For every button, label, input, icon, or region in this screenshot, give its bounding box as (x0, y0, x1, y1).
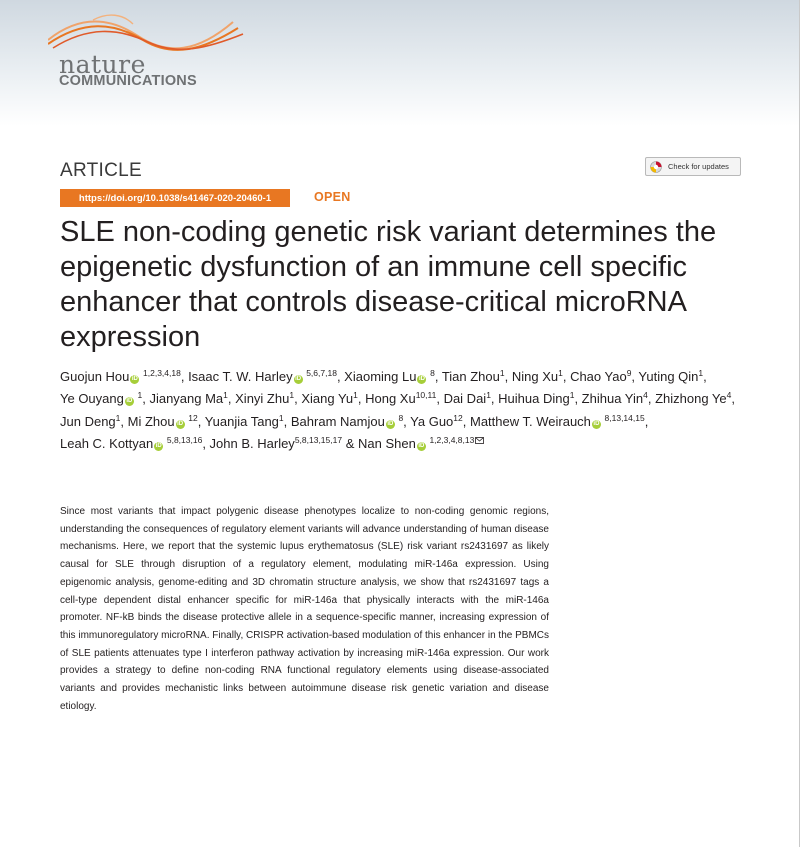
author-affiliations: 10,11 (415, 390, 437, 401)
author[interactable] (512, 369, 563, 384)
author[interactable] (444, 391, 491, 406)
author[interactable] (60, 391, 142, 406)
author-affiliations: 1 (289, 390, 295, 401)
author-affiliations: 1,2,3,4,18 (143, 368, 181, 378)
orcid-icon[interactable] (386, 420, 395, 429)
email-icon[interactable] (475, 437, 484, 444)
author-affiliations: 1 (223, 390, 228, 401)
author-affiliations: 1 (499, 368, 505, 378)
author-affiliations: 1 (115, 412, 121, 423)
author[interactable] (205, 414, 284, 429)
author-affiliations: 5,8,13,16 (166, 434, 203, 445)
author[interactable] (60, 436, 202, 451)
author[interactable] (301, 391, 358, 406)
author-affiliations: 4 (726, 390, 732, 401)
author-affiliations: 1 (353, 390, 358, 401)
author[interactable] (188, 369, 337, 384)
author[interactable] (149, 391, 227, 406)
orcid-icon[interactable] (154, 442, 163, 451)
check-for-updates-label: Check for updates (668, 162, 729, 171)
orcid-icon[interactable] (417, 375, 426, 384)
author[interactable] (358, 436, 484, 451)
author-name: John B. Harley (209, 435, 295, 451)
orcid-icon[interactable] (176, 420, 185, 429)
author-name: Yuanjia Tang (204, 413, 279, 429)
author-affiliations: 1 (698, 368, 704, 378)
author-name: Bahram Namjou (290, 413, 385, 429)
author-affiliations: 1,2,3,4,8,13 (429, 434, 475, 445)
logo-nature-text: nature (59, 50, 146, 79)
author[interactable] (638, 369, 703, 384)
author-name: Ning Xu (511, 369, 559, 384)
author-name: Isaac T. W. Harley (188, 369, 293, 384)
orcid-icon[interactable] (130, 375, 139, 384)
author-name: Huihua Ding (498, 391, 570, 407)
author-name: Tian Zhou (441, 369, 500, 384)
author-affiliations: 1 (569, 390, 575, 401)
author-name: Xinyi Zhu (235, 391, 290, 407)
author[interactable] (570, 369, 631, 384)
author-affiliations: 8 (398, 412, 404, 423)
author[interactable] (410, 414, 463, 429)
author-affiliations: 12 (188, 412, 198, 423)
author-name: Jun Deng (60, 413, 116, 429)
author-name: Zhizhong Ye (655, 391, 727, 407)
author-affiliations: 5,8,13,15,17 (294, 434, 343, 445)
author[interactable] (60, 369, 181, 384)
author-name: Guojun Hou (60, 369, 130, 384)
author[interactable] (655, 391, 731, 406)
check-for-updates-button[interactable] (645, 157, 741, 176)
article-title: SLE non-coding genetic risk variant determines the epigenetic dysfunction of an immune cell specific enhancer that controls disease-critical microRNA expression (60, 216, 717, 353)
author-affiliations: 12 (453, 412, 463, 423)
author[interactable] (442, 369, 505, 384)
author[interactable] (470, 414, 645, 429)
author-name: Ye Ouyang (60, 391, 124, 407)
author[interactable] (291, 414, 403, 429)
orcid-icon[interactable] (592, 420, 601, 429)
author-name: Xiaoming Lu (344, 369, 417, 384)
author-name: Matthew T. Weirauch (470, 413, 591, 429)
orcid-icon[interactable] (125, 397, 134, 406)
author-affiliations: 9 (626, 368, 632, 378)
logo-waves-icon (48, 10, 248, 54)
author[interactable] (582, 391, 648, 406)
author-name: Hong Xu (365, 391, 416, 407)
author-affiliations: 8,13,14,15 (604, 412, 645, 423)
author-affiliations: 4 (643, 390, 648, 401)
author-name: Leah C. Kottyan (60, 435, 154, 451)
author-name: Chao Yao (570, 369, 627, 384)
author-affiliations: 1 (558, 368, 563, 378)
doi-link[interactable]: https://doi.org/10.1038/s41467-020-20460-1 (60, 189, 290, 207)
author[interactable] (365, 391, 436, 406)
orcid-icon[interactable] (294, 375, 303, 384)
author[interactable] (235, 391, 294, 406)
author-name: Ya Guo (410, 413, 454, 429)
author-affiliations: 1 (486, 390, 491, 401)
author[interactable] (210, 436, 343, 451)
crossmark-icon (650, 161, 662, 173)
author-name: Zhihua Yin (581, 391, 644, 407)
author-affiliations: 5,6,7,18 (306, 368, 337, 378)
abstract: Since most variants that impact polygenic disease phenotypes localize to non-coding genomic regions, understanding the consequences of regulatory element variants will advance understanding of human disease mechanisms. Here, we report that the systemic lupus erythematosus (SLE) risk variant rs2431697 as likely causal for SLE through disruption of a regulatory element, modulating miR-146a expression. Using epigenomic analysis, genome-editing and 3D chromatin structure analysis, we show that rs2431697 tags a cell-type dependent distal enhancer specific for miR-146a that physically interacts with the miR-146a promoter. NF-kB binds the disease protective allele in a sequence-specific manner, increasing expression of this immunoregulatory microRNA. Finally, CRISPR activation-based modulation of this enhancer in the PBMCs of SLE patients attenuates type I interferon pathway activation by increasing miR-146a expression. Our work provides a strategy to define non-coding RNA functional regulatory elements using disease-associated variants and provides mechanistic links between autoimmune disease risk genetic variation and disease etiology. (60, 506, 549, 712)
orcid-icon[interactable] (417, 442, 426, 451)
author-affiliations: 1 (137, 390, 143, 401)
author[interactable] (498, 391, 574, 406)
author-list: Guojun HouiD $^{1,2,3,4,18}$, Isaac T. W. HarleyiD $^{5,6,7,18}$, Xiaoming LuiD $^8$, Tian Zhou$^1$, Ning Xu$^1$, Chao Yao$^9$, Yuting Qin$^1$, Ye OuyangiD $^1$, Jianyang Ma$^1$, Xinyi Zhu$^1$, Xiang Yu$^1$, Hong Xu$^{10,11}$, Dai Dai$^1$, Huihua Ding$^1$, Zhihua Yin$^4$, Zhizhong Ye$^4$, Jun Deng$^1$, Mi ZhouiD $^{12}$, Yuanjia Tang$^1$, Bahram NamjouiD $^8$, Ya Guo$^{12}$, Matthew T. WeirauchiD $^{8,13,14,15}$, Leah C. KottyaniD $^{5,8,13,16}$, John B. Harley$^{5,8,13,15,17}$ & Nan SheniD $^{1,2,3,4,8,13}$ (60, 366, 760, 455)
author[interactable] (60, 414, 120, 429)
journal-logo[interactable] (48, 10, 258, 90)
author-name: Xiang Yu (301, 391, 354, 407)
author-name: Jianyang Ma (149, 391, 224, 407)
author-affiliations: 1 (278, 412, 284, 423)
article-type-label: ARTICLE (60, 160, 142, 181)
author[interactable] (344, 369, 435, 384)
author[interactable] (128, 414, 198, 429)
author-name: Mi Zhou (127, 413, 175, 429)
author-affiliations: 8 (430, 368, 435, 378)
logo-communications-text: COMMUNICATIONS (59, 73, 197, 89)
author-name: Yuting Qin (638, 369, 699, 384)
author-name: Nan Shen (357, 435, 416, 451)
author-name: Dai Dai (443, 391, 487, 407)
open-access-label: OPEN (314, 190, 351, 204)
